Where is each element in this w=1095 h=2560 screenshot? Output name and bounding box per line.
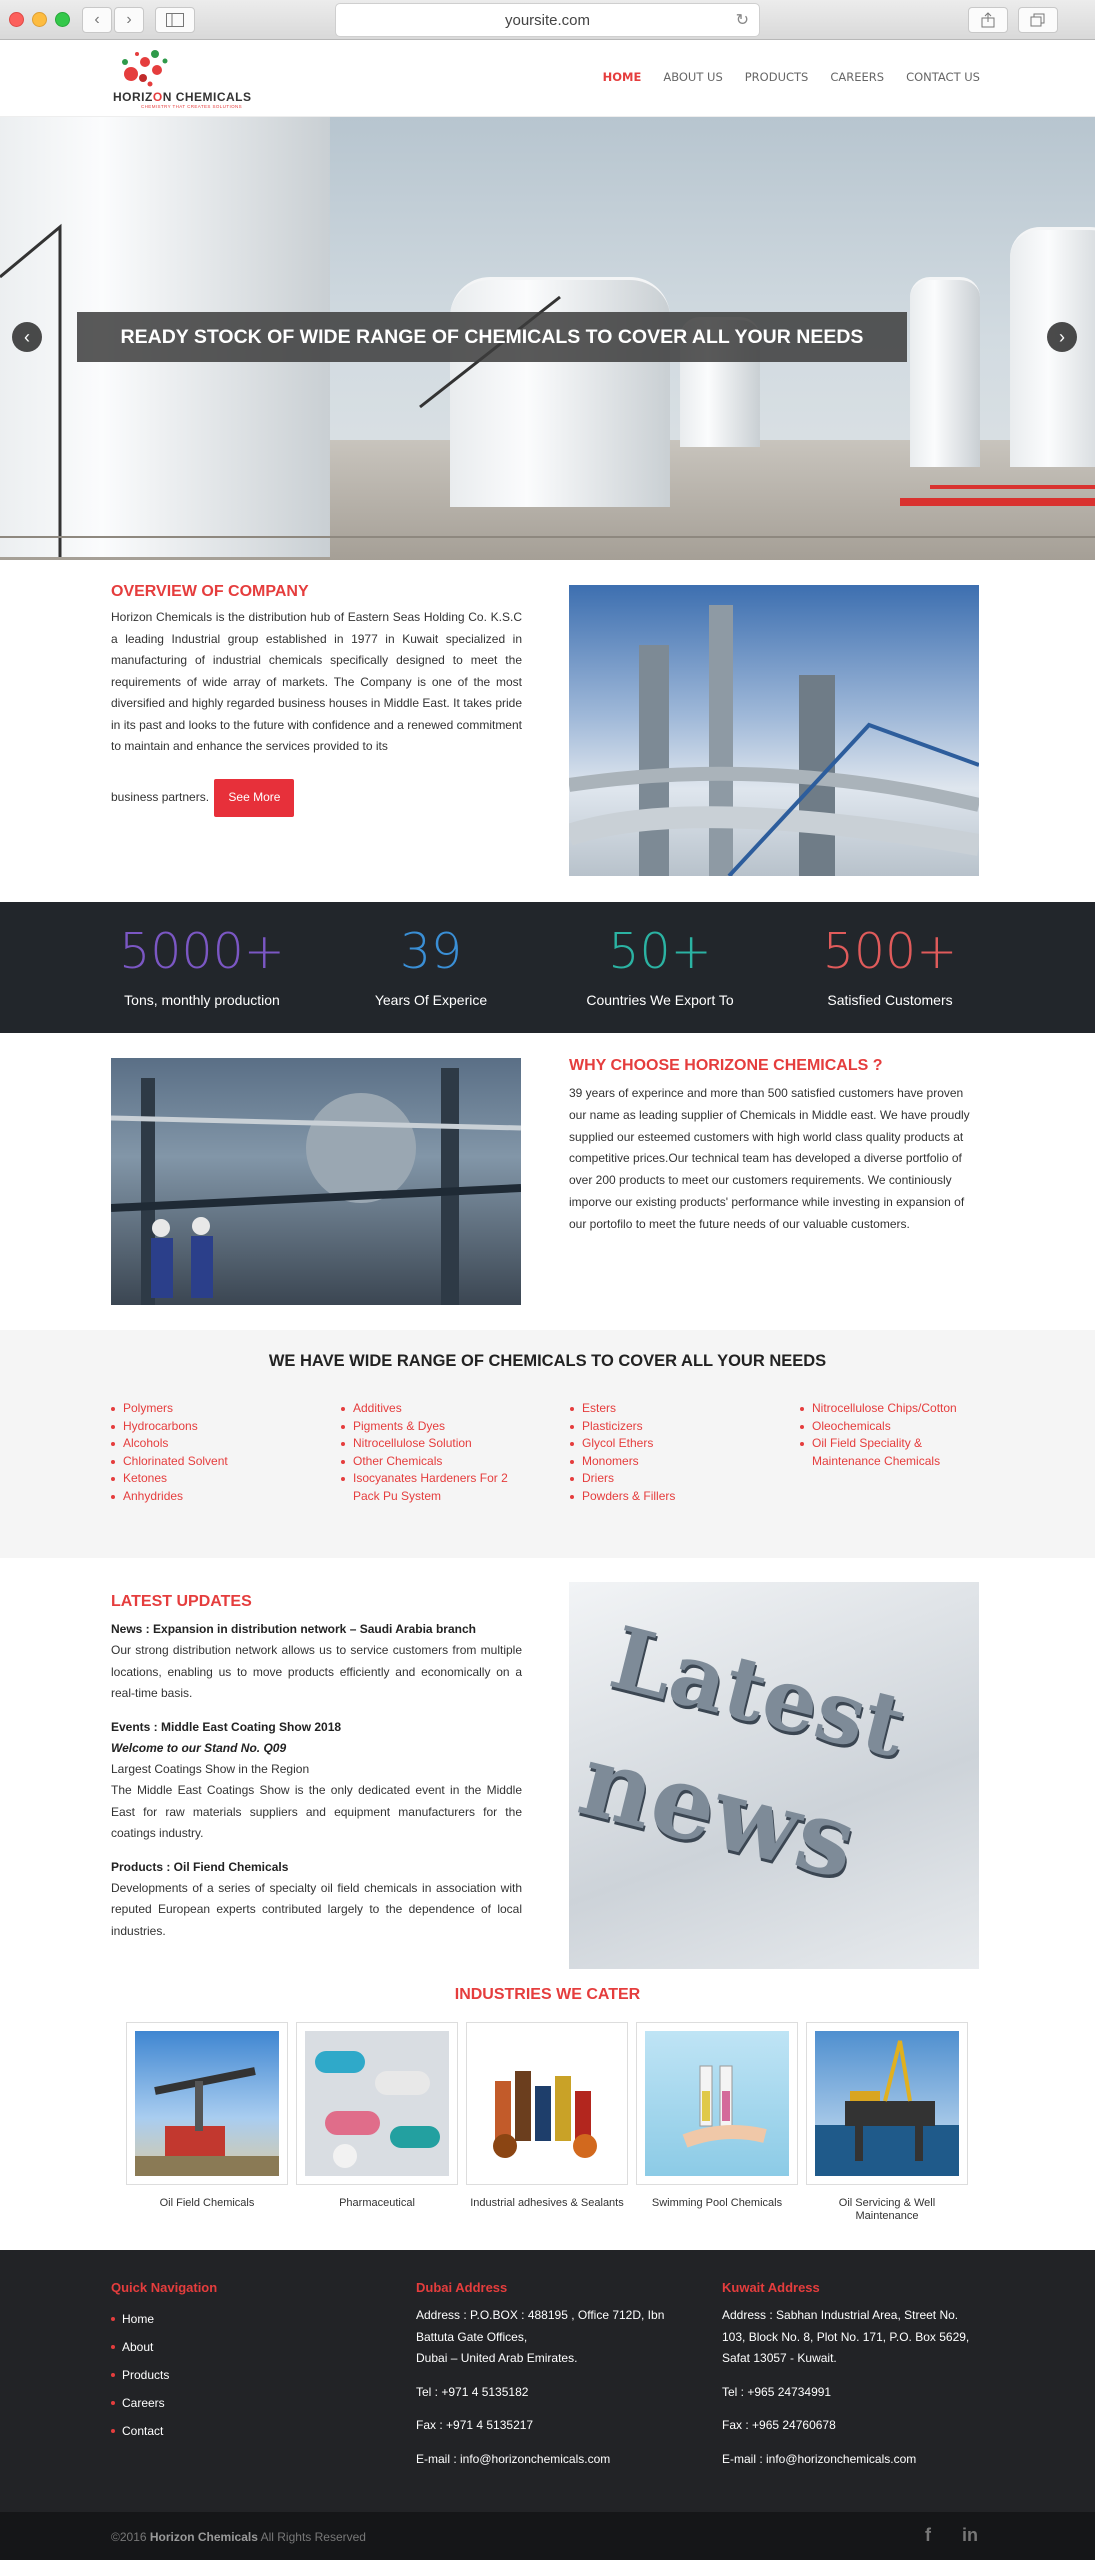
range-item[interactable]: Chlorinated Solvent bbox=[111, 1453, 311, 1471]
zoom-window-button[interactable] bbox=[55, 12, 70, 27]
industry-card[interactable] bbox=[466, 2022, 628, 2210]
copyright-bar bbox=[0, 2512, 1095, 2560]
footer-link-contact[interactable]: Contact bbox=[111, 2417, 371, 2445]
range-item[interactable]: Pigments & Dyes bbox=[341, 1418, 511, 1436]
nav-contact-us[interactable]: CONTACT US bbox=[906, 70, 980, 84]
pills-icon bbox=[305, 2031, 449, 2176]
events-welcome: Welcome to our Stand No. Q09 bbox=[111, 1740, 287, 1755]
overview-text: Horizon Chemicals is the distribution hub of Eastern Seas Holding Co. K.S.C a leading Industrial group established in 1977 in Kuwait specialized in manufacturing of industrial chemicals specifically designed to meet the requirements of wide array of markets. The Company is one of the most diversified and highly regarded business houses in Middle East. It takes pride in its past and looks to the future with confidence and a renewed commitment to maintain and enhance the services provided to its business partners. See More bbox=[111, 607, 522, 817]
industry-card[interactable] bbox=[296, 2022, 458, 2210]
range-column-4 bbox=[800, 1400, 990, 1470]
address-bar[interactable] bbox=[335, 3, 760, 37]
stats-bar bbox=[0, 902, 1095, 1033]
range-item[interactable]: Monomers bbox=[570, 1453, 770, 1471]
footer-link-careers[interactable]: Careers bbox=[111, 2389, 371, 2417]
refinery-pipes-graphic bbox=[569, 585, 979, 876]
tabs-icon bbox=[1030, 13, 1046, 27]
hero-caption: READY STOCK OF WIDE RANGE OF CHEMICALS TO COVER ALL YOUR NEEDS bbox=[77, 312, 907, 362]
close-window-button[interactable] bbox=[9, 12, 24, 27]
oil-rig-icon bbox=[815, 2031, 959, 2176]
copyright-text: ©2016 Horizon Chemicals All Rights Reserved bbox=[111, 2530, 366, 2544]
range-item[interactable]: Ketones bbox=[111, 1470, 311, 1488]
range-item[interactable]: Nitrocellulose Solution bbox=[341, 1435, 511, 1453]
latest-news-image bbox=[569, 1582, 979, 1969]
facebook-icon[interactable]: f bbox=[925, 2525, 931, 2545]
linkedin-icon[interactable]: in bbox=[962, 2525, 978, 2545]
why-choose-section bbox=[569, 1057, 981, 1236]
events-sub: Largest Coatings Show in the Region bbox=[111, 1761, 310, 1776]
overview-text-end: business partners. bbox=[111, 789, 210, 804]
why-title: WHY CHOOSE HORIZONE CHEMICALS ? bbox=[569, 1057, 883, 1074]
industry-label: Oil Field Chemicals bbox=[159, 2197, 255, 2209]
events-heading: Events : Middle East Coating Show 2018 bbox=[111, 1719, 342, 1734]
kuwait-tel: Tel : +965 24734991 bbox=[722, 2384, 832, 2399]
stat-value: 50+ bbox=[608, 923, 712, 980]
footer-dubai-address bbox=[416, 2280, 676, 2470]
footer-link-products[interactable]: Products bbox=[111, 2361, 371, 2389]
range-item[interactable]: Powders & Fillers bbox=[570, 1488, 770, 1506]
kuwait-title: Kuwait Address bbox=[722, 2280, 820, 2295]
plant-workers-image bbox=[111, 1058, 521, 1305]
stat-production bbox=[87, 924, 317, 1008]
tabs-button[interactable] bbox=[1018, 7, 1058, 33]
kuwait-email[interactable]: E-mail : info@horizonchemicals.com bbox=[722, 2451, 917, 2466]
range-item[interactable]: Additives bbox=[341, 1400, 511, 1418]
stat-label: Countries We Export To bbox=[586, 992, 734, 1008]
news-heading: News : Expansion in distribution network – Saudi Arabia branch bbox=[111, 1622, 476, 1636]
sidebar-icon bbox=[166, 13, 184, 27]
range-item[interactable]: Alcohols bbox=[111, 1435, 311, 1453]
molecule-logo-icon bbox=[117, 48, 187, 92]
latest-news-word: Latest bbox=[601, 1607, 916, 1778]
industry-label: Oil Servicing & Well Maintenance bbox=[838, 2197, 936, 2222]
range-item[interactable]: Hydrocarbons bbox=[111, 1418, 311, 1436]
slider-next-button[interactable]: › bbox=[1047, 322, 1077, 352]
latest-title: LATEST UPDATES bbox=[111, 1593, 252, 1610]
range-column-2 bbox=[341, 1400, 511, 1506]
kuwait-fax: Fax : +965 24760678 bbox=[722, 2418, 836, 2432]
horizon-logo[interactable] bbox=[113, 48, 263, 110]
stat-experience bbox=[316, 924, 546, 1008]
industry-card[interactable] bbox=[636, 2022, 798, 2210]
stat-label: Tons, monthly production bbox=[124, 992, 280, 1008]
stat-customers bbox=[775, 924, 1005, 1008]
industry-card[interactable] bbox=[806, 2022, 968, 2223]
range-item[interactable]: Other Chemicals bbox=[341, 1453, 511, 1471]
overview-title: OVERVIEW OF COMPANY bbox=[111, 583, 309, 600]
range-item[interactable]: Esters bbox=[570, 1400, 770, 1418]
forward-button[interactable]: › bbox=[114, 7, 144, 33]
range-item[interactable]: Nitrocellulose Chips/Cotton bbox=[800, 1400, 990, 1418]
range-item[interactable]: Oil Field Speciality & Maintenance Chemicals bbox=[800, 1435, 990, 1470]
back-button[interactable]: ‹ bbox=[82, 7, 112, 33]
industry-card[interactable] bbox=[126, 2022, 288, 2210]
overview-section bbox=[111, 583, 522, 817]
plant-graphic bbox=[111, 1058, 521, 1305]
dubai-tel: Tel : +971 4 5135182 bbox=[416, 2384, 529, 2399]
url-text: yoursite.com bbox=[504, 12, 591, 29]
stat-label: Satisfied Customers bbox=[827, 992, 953, 1008]
range-title: WE HAVE WIDE RANGE OF CHEMICALS TO COVER ALL YOUR NEEDS bbox=[268, 1352, 827, 1370]
dubai-email[interactable]: E-mail : info@horizonchemicals.com bbox=[416, 2451, 611, 2466]
stat-value: 39 bbox=[399, 923, 463, 980]
slider-prev-button[interactable]: ‹ bbox=[12, 322, 42, 352]
product-range-section bbox=[0, 1330, 1095, 1558]
industry-label: Pharmaceutical bbox=[339, 2197, 415, 2209]
range-item[interactable]: Anhydrides bbox=[111, 1488, 311, 1506]
adhesive-tubes-icon bbox=[475, 2031, 619, 2176]
industries-title: INDUSTRIES WE CATER bbox=[454, 1986, 641, 2003]
dubai-address-city: Dubai – United Arab Emirates. bbox=[416, 2351, 578, 2365]
minimize-window-button[interactable] bbox=[32, 12, 47, 27]
share-icon bbox=[981, 12, 995, 28]
dubai-fax: Fax : +971 4 5135217 bbox=[416, 2418, 534, 2432]
industry-label: Swimming Pool Chemicals bbox=[651, 2197, 783, 2209]
latest-news-word: news bbox=[569, 1720, 868, 1902]
nav-about-us[interactable]: ABOUT US bbox=[663, 70, 723, 84]
range-item[interactable]: Polymers bbox=[111, 1400, 311, 1418]
reload-icon[interactable]: ↻ bbox=[735, 12, 749, 29]
oil-pump-icon bbox=[135, 2031, 279, 2176]
sidebar-toggle-button[interactable] bbox=[155, 7, 195, 33]
events-text: The Middle East Coatings Show is the only dedicated event in the Middle East for raw materials suppliers and equipment manufacturers for the coatings industry. bbox=[111, 1783, 522, 1840]
pool-test-icon bbox=[645, 2031, 789, 2176]
hero-slider bbox=[0, 117, 1095, 560]
quick-nav-title: Quick Navigation bbox=[111, 2280, 218, 2295]
stat-value: 500+ bbox=[822, 923, 958, 980]
range-column-1 bbox=[111, 1400, 311, 1506]
footer-link-about[interactable]: About bbox=[111, 2333, 371, 2361]
range-item[interactable]: Glycol Ethers bbox=[570, 1435, 770, 1453]
dubai-title: Dubai Address bbox=[416, 2280, 508, 2295]
range-item[interactable]: Plasticizers bbox=[570, 1418, 770, 1436]
stat-value: 5000+ bbox=[119, 923, 285, 980]
news-text: Our strong distribution network allows us to service customers from multiple locations, enabling us to move products efficiently and economically on a real-time basis. bbox=[111, 1643, 522, 1700]
footer-link-home[interactable]: Home bbox=[111, 2305, 371, 2333]
nav-products[interactable]: PRODUCTS bbox=[744, 70, 809, 84]
range-item[interactable]: Oleochemicals bbox=[800, 1418, 990, 1436]
industry-label: Industrial adhesives & Sealants bbox=[470, 2197, 624, 2209]
dubai-address: Address : P.O.BOX : 488195 , Office 712D, Ibn Battuta Gate Offices, bbox=[416, 2308, 665, 2344]
see-more-button[interactable]: See More bbox=[214, 779, 294, 817]
main-nav bbox=[603, 70, 980, 84]
kuwait-address: Address : Sabhan Industrial Area, Street No. 103, Block No. 8, Plot No. 171, P.O. Box 5629, Safat 13057 - Kuwait. bbox=[722, 2308, 970, 2365]
logo-wordmark: HORIZON CHEMICALS bbox=[113, 90, 252, 104]
logo-tagline: CHEMISTRY THAT CREATES SOLUTIONS bbox=[141, 104, 243, 109]
why-text: 39 years of experince and more than 500 satisfied customers have proven our name as leading supplier of Chemicals in Middle east. We have proudly supplied our esteemed customers with high world class quality products at competitive prices.Our technical team has developed a diverse portfolio of over 200 products to meet our customers requirements. We continiously imporve our existing products' performance while investing in expansion of our portofilo to meet the future needs of our valuable customers. bbox=[569, 1086, 970, 1231]
footer-quick-nav bbox=[111, 2280, 371, 2445]
share-button[interactable] bbox=[968, 7, 1008, 33]
products-heading: Products : Oil Fiend Chemicals bbox=[111, 1859, 289, 1874]
site-footer bbox=[0, 2250, 1095, 2512]
stat-countries bbox=[545, 924, 775, 1008]
site-header bbox=[0, 40, 1095, 117]
stat-label: Years Of Experice bbox=[374, 992, 488, 1008]
range-item[interactable]: Isocyanates Hardeners For 2 Pack Pu System bbox=[341, 1470, 511, 1505]
products-text: Developments of a series of specialty oil field chemicals in association with reputed European experts contributed largely to the dependence of local industries. bbox=[111, 1880, 522, 1938]
range-item[interactable]: Driers bbox=[570, 1470, 770, 1488]
nav-home[interactable]: HOME bbox=[602, 70, 642, 84]
nav-careers[interactable]: CAREERS bbox=[830, 70, 885, 84]
footer-kuwait-address bbox=[722, 2280, 982, 2470]
refinery-image bbox=[569, 585, 979, 876]
latest-updates-section bbox=[111, 1593, 522, 1942]
range-column-3 bbox=[570, 1400, 770, 1506]
browser-toolbar bbox=[0, 0, 1095, 40]
